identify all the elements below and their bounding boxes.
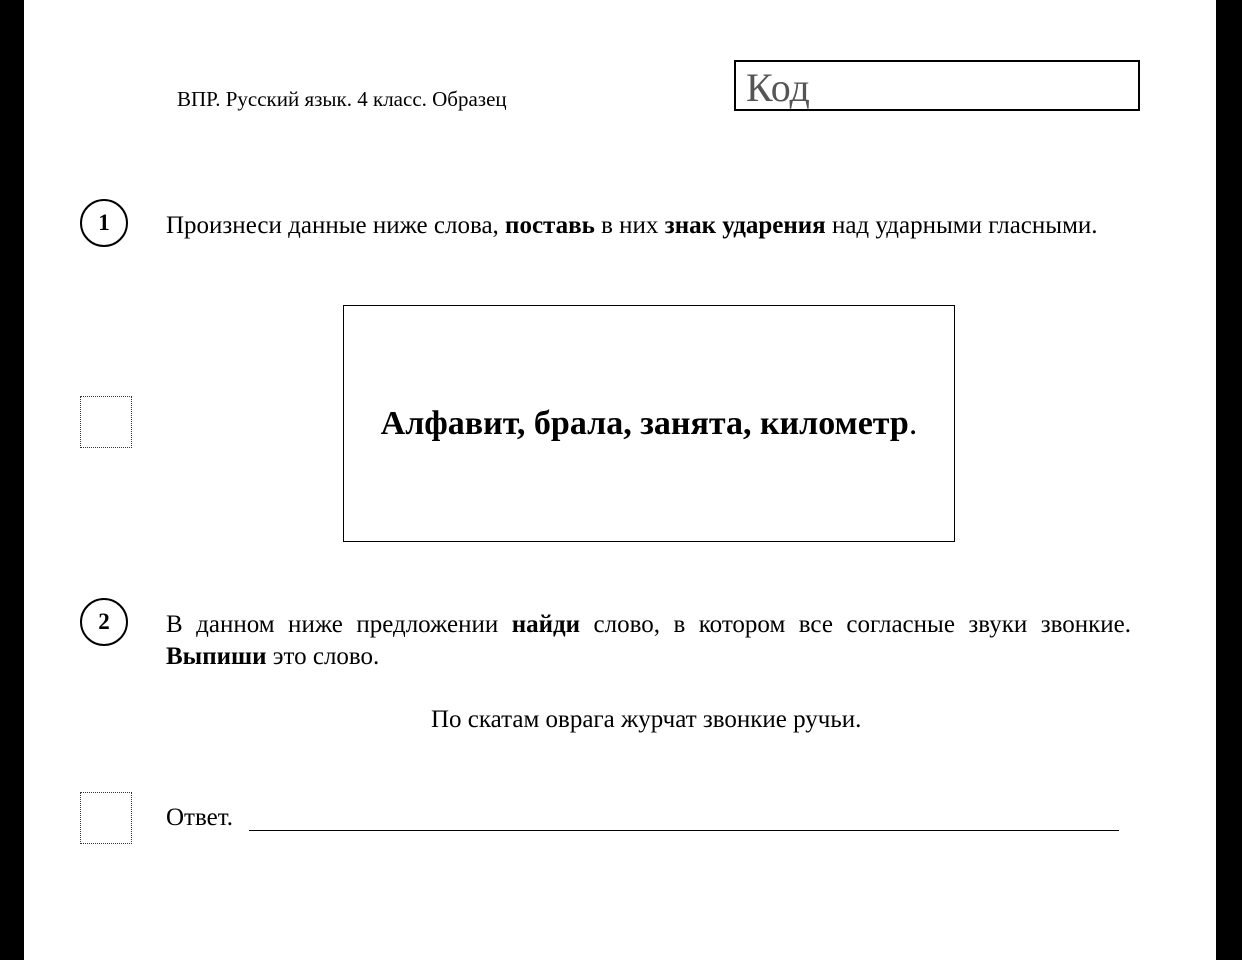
task-1-instruction: [166, 210, 1131, 242]
code-label: Код: [746, 65, 810, 110]
task-1-bold-stress-mark: знак ударения: [664, 212, 826, 239]
score-box-task-2[interactable]: [80, 792, 132, 844]
task-number-1: 1: [80, 199, 128, 247]
task-1-words: Алфавит, брала, занята, километр.: [380, 404, 918, 442]
task-2-bold-find: найди: [511, 611, 581, 638]
task-1-text-part1: Произнеси данные ниже слова,: [166, 212, 506, 239]
task-1-text-part2: в них: [594, 212, 665, 239]
task-2-sentence: По скатам оврага журчат звонкие ручьи.: [431, 706, 862, 733]
task-2-instruction: [166, 609, 1131, 673]
task-2-bold-write-out: Выпиши: [166, 643, 267, 670]
task-1-bold-put: поставь: [505, 212, 595, 239]
exam-page: [24, 0, 1216, 960]
code-field[interactable]: [734, 60, 1140, 111]
task-2-text-part1: В данном ниже предложении: [166, 611, 512, 638]
task-2-text-part2: слово, в котором все согласные звуки звонкие.: [580, 611, 1131, 638]
answer-line[interactable]: [249, 830, 1119, 831]
task-1-words-box[interactable]: [343, 305, 955, 542]
page-header-title: ВПР. Русский язык. 4 класс. Образец: [177, 87, 507, 111]
answer-label: Ответ.: [166, 804, 234, 831]
task-1-text-part3: над ударными гласными.: [825, 212, 1098, 239]
task-2-text-part3: это слово.: [266, 643, 380, 670]
task-number-2: 2: [80, 598, 128, 646]
score-box-task-1[interactable]: [80, 396, 132, 448]
